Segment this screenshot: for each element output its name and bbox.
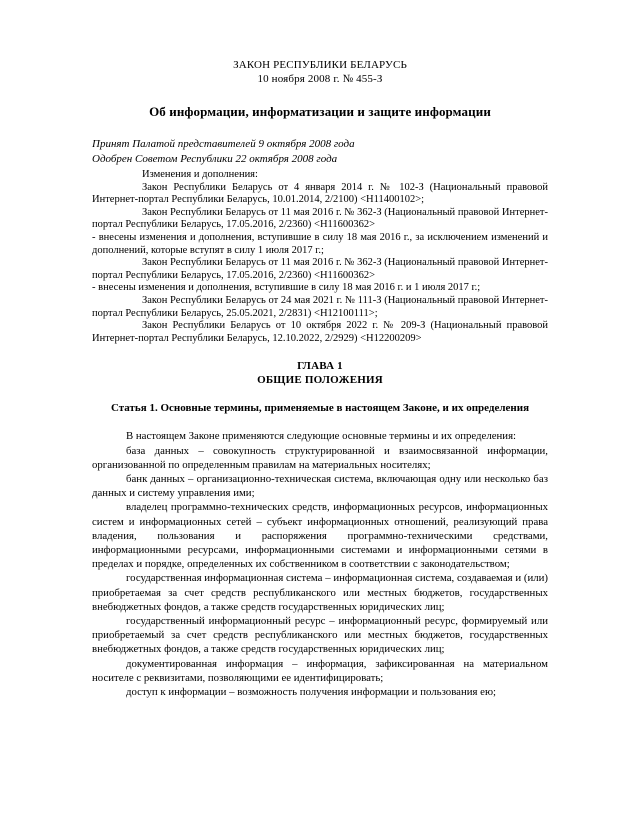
approved-by-council-of-republic: Одобрен Советом Республики 22 октября 2008 года	[92, 152, 338, 165]
chapter-heading	[92, 359, 548, 387]
amendment-note: - внесены изменения и дополнения, вступившие в силу 18 мая 2016 г. и 1 июля 2017 г.;	[92, 282, 481, 294]
amendment-item: Закон Республики Беларусь от 10 октября 2022 г. № 209-З (Национальный правовой Интернет-портал Республики Беларусь, 12.10.2022, 2/2929) <H12200209>	[92, 320, 548, 344]
chapter-name: ОБЩИЕ ПОЛОЖЕНИЯ	[257, 374, 383, 387]
adoption-block	[92, 137, 548, 166]
body-paragraph: государственная информационная система – информационная система, создаваемая и (или) приобретаемая за счет средств республиканского или местных бюджетов, государственных внебюджетных фондов, а также средств государственных юридических лиц;	[92, 572, 548, 613]
body-paragraph: банк данных – организационно-техническая система, включающая одну или несколько баз данных и систему управления ими;	[92, 472, 548, 500]
adopted-by-house-of-representatives: Принят Палатой представителей 9 октября 2008 года	[92, 138, 355, 150]
body-paragraph: государственный информационный ресурс – информационный ресурс, формируемый или приобретаемый за счет средств республиканского или местных бюджетов, государственных внебюджетных фондов, а также средств государственных юридических лиц;	[92, 614, 548, 656]
document-header	[92, 58, 548, 86]
body-paragraph: В настоящем Законе применяются следующие основные термины и их определения:	[126, 430, 517, 443]
amendment-item: Закон Республики Беларусь от 11 мая 2016 г. № 362-З (Национальный правовой Интернет-портал Республики Беларусь, 17.05.2016, 2/2360) <H11600362>	[92, 257, 548, 281]
amendment-item: Закон Республики Беларусь от 4 января 2014 г. № 102-З (Национальный правовой Интернет-портал Республики Беларусь, 10.01.2014, 2/2100) <H11400102>;	[92, 181, 548, 206]
body-paragraph: документированная информация – информация, зафиксированная на материальном носителе с реквизитами, позволяющими ее идентифицировать;	[92, 657, 548, 684]
amendments-block	[92, 169, 548, 345]
body-paragraph: владелец программно-технических средств, информационных ресурсов, информационных систем и информационных сетей – субъект информационных отношений, реализующий права владения, пользования и распоряжения программно-техническими средствами, информационными ресурсами, информационными системами и информационными сетями в пределах и порядке, определенных их собственником в соответствии с законодательством;	[92, 501, 548, 571]
amendment-note: - внесены изменения и дополнения, вступившие в силу 18 мая 2016 г., за исключением изменений и дополнений, которые вступят в силу 1 июля 2017 г.;	[92, 231, 548, 256]
amendments-caption: Изменения и дополнения:	[142, 169, 258, 180]
amendment-item: Закон Республики Беларусь от 24 мая 2021 г. № 111-З (Национальный правовой Интернет-портал Республики Беларусь, 25.05.2021, 2/2831) <H12100111>;	[92, 294, 548, 319]
amendment-item: Закон Республики Беларусь от 11 мая 2016 г. № 362-З (Национальный правовой Интернет-портал Республики Беларусь, 17.05.2016, 2/2360) <H11600362>	[92, 206, 548, 231]
law-name: ЗАКОН РЕСПУБЛИКИ БЕЛАРУСЬ	[233, 59, 407, 71]
law-date-number: 10 ноября 2008 г. № 455-З	[257, 73, 383, 85]
article-heading: Статья 1. Основные термины, применяемые в настоящем Законе, и их определения	[110, 402, 530, 415]
article-body	[92, 429, 548, 699]
chapter-number: ГЛАВА 1	[297, 360, 343, 373]
body-paragraph: база данных – совокупность структурированной и взаимосвязанной информации, организованной по определенным правилам на материальных носителях;	[92, 444, 548, 471]
page-title: Об информации, информатизации и защите информации	[149, 104, 491, 119]
body-paragraph: доступ к информации – возможность получения информации и пользования ею;	[126, 685, 497, 698]
